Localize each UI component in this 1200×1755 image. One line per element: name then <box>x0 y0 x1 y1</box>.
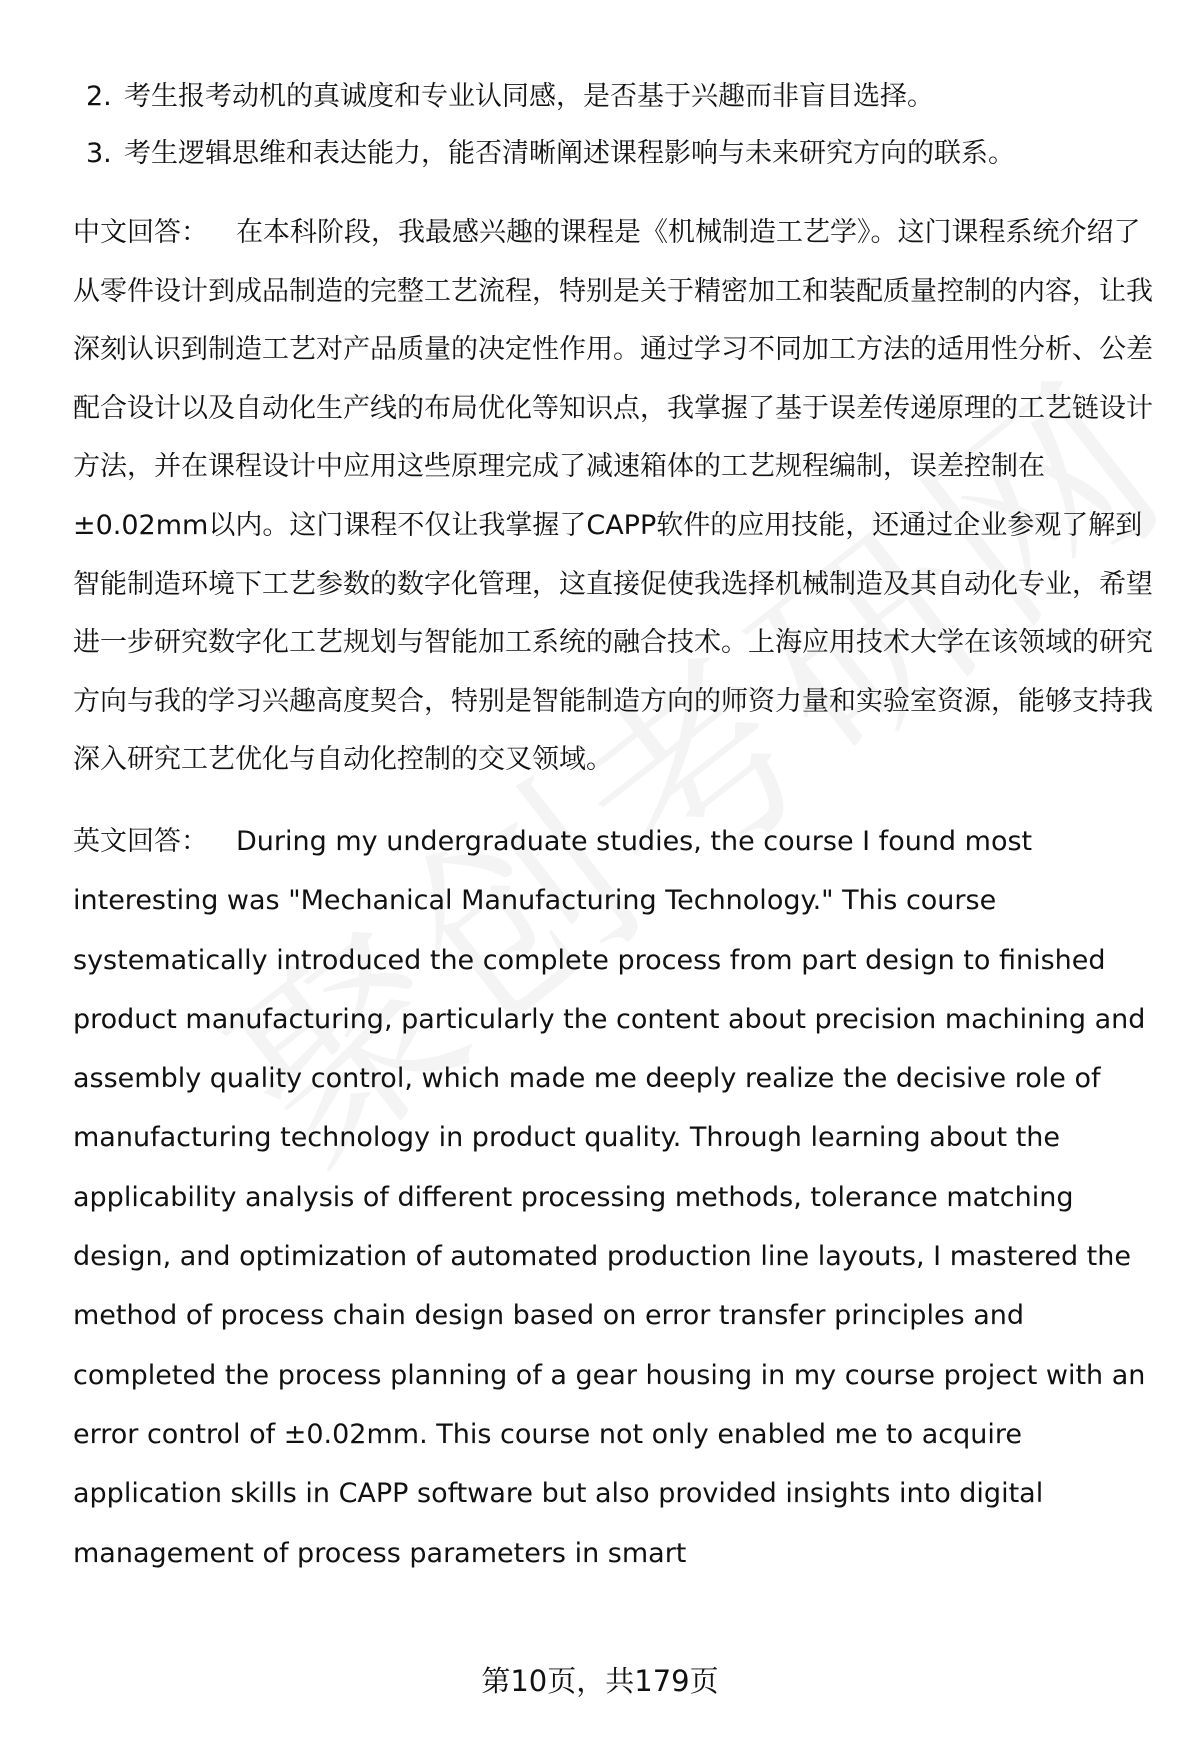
chinese-answer-label: 中文回答： <box>73 217 208 248</box>
criteria-list <box>73 68 1163 182</box>
list-item-text: 考生逻辑思维和表达能力，能否清晰阐述课程影响与未来研究方向的联系。 <box>124 138 1015 169</box>
list-item-text: 考生报考动机的真诚度和专业认同感，是否基于兴趣而非盲目选择。 <box>124 81 934 112</box>
list-item <box>73 68 1163 125</box>
list-item-number: 3. <box>86 138 112 169</box>
document-body <box>73 68 1163 1583</box>
english-answer-paragraph <box>73 812 1163 1583</box>
english-answer-label: 英文回答： <box>73 825 208 857</box>
english-answer-text: During my undergraduate studies, the course I found most interesting was "Mechanical Manufacturing Technology." This course systematically introduced the complete process from part design to finished product manufacturing, particularly the content about precision machining and assembly quality control, which made me deeply realize the decisive role of manufacturing technology in product quality. Through learning about the applicability analysis of different processing methods, tolerance matching design, and optimization of automated production line layouts, I mastered the method of process chain design based on error transfer principles and completed the process planning of a gear housing in my course project with an error control of ±0.02mm. This course not only enabled me to acquire application skills in CAPP software but also provided insights into digital management of process parameters in smart <box>73 825 1146 1569</box>
chinese-answer-paragraph <box>73 204 1163 790</box>
page-number: 第10页，共179页 <box>481 1664 719 1698</box>
list-item-number: 2. <box>86 81 112 112</box>
list-item <box>73 125 1163 182</box>
chinese-answer-text: 在本科阶段，我最感兴趣的课程是《机械制造工艺学》。这门课程系统介绍了从零件设计到成品制造的完整工艺流程，特别是关于精密加工和装配质量控制的内容，让我深刻认识到制造工艺对产品质量的决定性作用。通过学习不同加工方法的适用性分析、公差配合设计以及自动化生产线的布局优化等知识点，我掌握了基于误差传递原理的工艺链设计方法，并在课程设计中应用这些原理完成了减速箱体的工艺规程编制，误差控制在±0.02mm以内。这门课程不仅让我掌握了CAPP软件的应用技能，还通过企业参观了解到智能制造环境下工艺参数的数字化管理，这直接促使我选择机械制造及其自动化专业，希望进一步研究数字化工艺规划与智能加工系统的融合技术。上海应用技术大学在该领域的研究方向与我的学习兴趣高度契合，特别是智能制造方向的师资力量和实验室资源，能够支持我深入研究工艺优化与自动化控制的交叉领域。 <box>73 217 1153 776</box>
